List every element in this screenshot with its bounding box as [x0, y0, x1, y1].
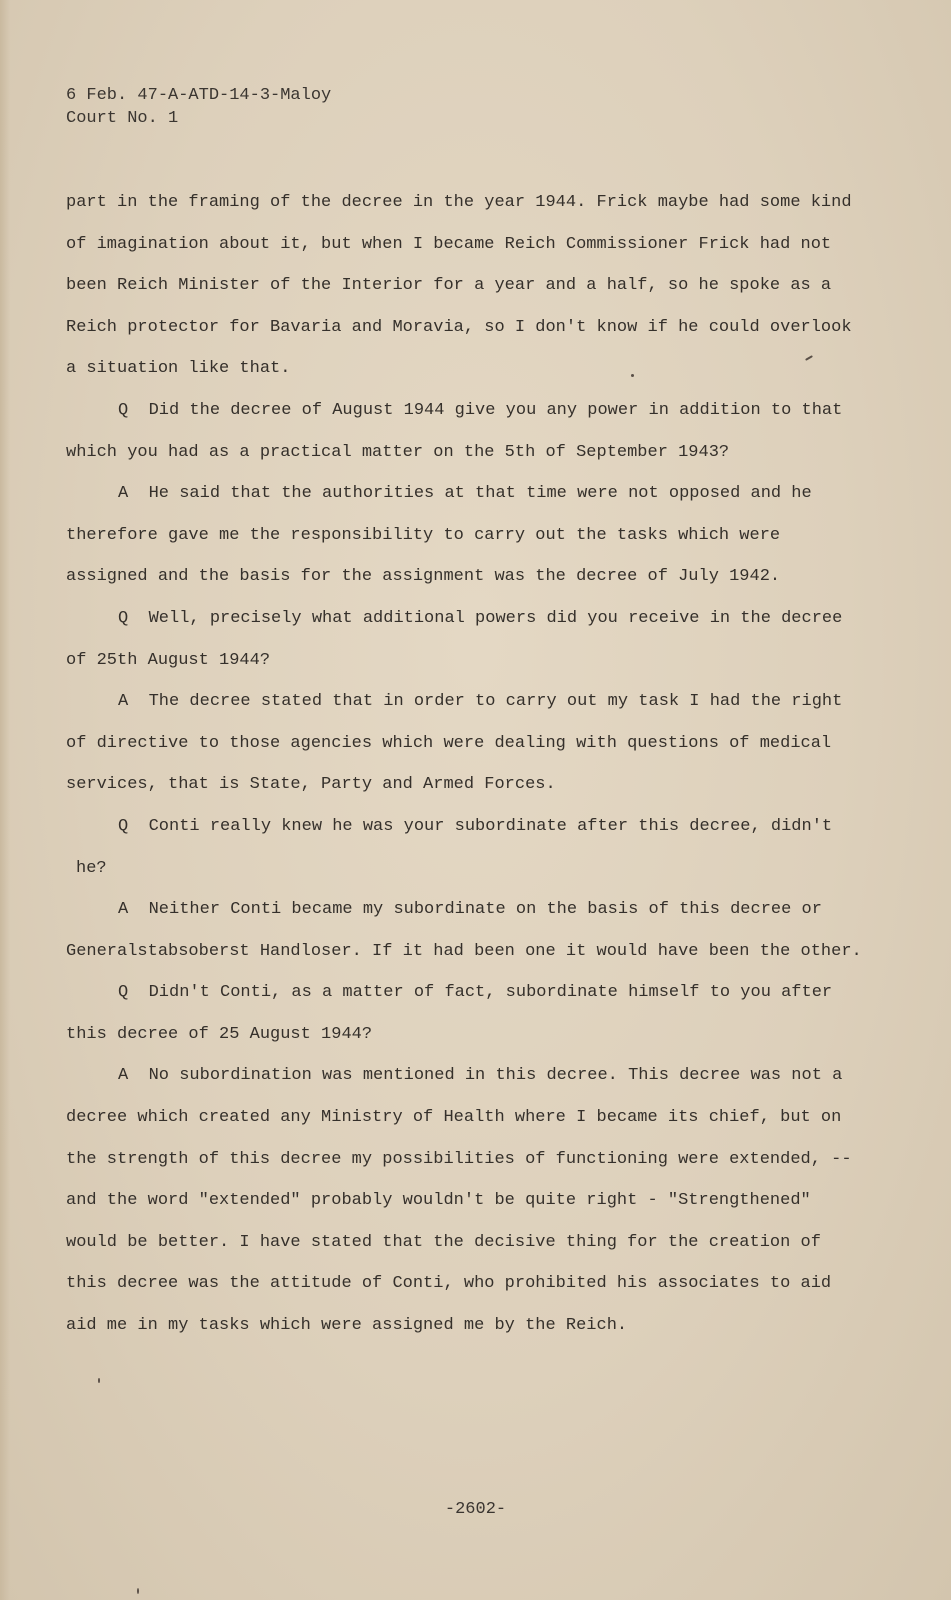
transcript-line: A The decree stated that in order to carry out my task I had the right [118, 692, 843, 712]
transcript-line: decree which created any Ministry of Health where I became its chief, but on [66, 1108, 842, 1128]
transcript-line: A Neither Conti became my subordinate on the basis of this decree or [118, 900, 822, 920]
transcript-line: the strength of this decree my possibilities of functioning were extended, -- [66, 1149, 852, 1169]
transcript-line: therefore gave me the responsibility to carry out the tasks which were [66, 525, 781, 545]
reference-line: 6 Feb. 47-A-ATD-14-3-Maloy [66, 86, 332, 105]
transcript-line: been Reich Minister of the Interior for a year and a half, so he spoke as a [66, 276, 832, 296]
transcript-line: Q Did the decree of August 1944 give you any power in addition to that [118, 400, 843, 420]
transcript-line: he? [76, 858, 107, 878]
transcript-line: A No subordination was mentioned in this decree. This decree was not a [118, 1066, 843, 1086]
transcript-line: Q Conti really knew he was your subordinate after this decree, didn't [118, 816, 833, 836]
transcript-line: Q Well, precisely what additional powers did you receive in the decree [118, 608, 843, 628]
transcript-line: services, that is State, Party and Armed Forces. [66, 775, 556, 795]
transcript-body [66, 182, 866, 1347]
document-header [66, 84, 331, 130]
paper-speck [137, 1588, 139, 1594]
transcript-line: Generalstabsoberst Handloser. If it had been one it would have been the other. [66, 941, 862, 961]
court-line: Court No. 1 [66, 109, 179, 128]
page-number: -2602- [444, 1500, 507, 1519]
transcript-line: Q Didn't Conti, as a matter of fact, subordinate himself to you after [118, 983, 833, 1003]
transcript-line: Reich protector for Bavaria and Moravia, so I don't know if he could overlook [66, 317, 852, 337]
transcript-line: of directive to those agencies which were dealing with questions of medical [66, 733, 832, 753]
transcript-line: aid me in my tasks which were assigned me by the Reich. [66, 1316, 628, 1336]
transcript-line: this decree was the attitude of Conti, who prohibited his associates to aid [66, 1274, 832, 1294]
paper-speck [98, 1378, 100, 1383]
transcript-line: part in the framing of the decree in the year 1944. Frick maybe had some kind [66, 193, 852, 212]
transcript-line: this decree of 25 August 1944? [66, 1024, 373, 1044]
transcript-line: of imagination about it, but when I became Reich Commissioner Frick had not [66, 234, 832, 254]
paper-speck [631, 374, 634, 377]
transcript-line: a situation like that. [66, 359, 291, 379]
transcript-line: would be better. I have stated that the decisive thing for the creation of [66, 1232, 821, 1252]
transcript-line: of 25th August 1944? [66, 650, 271, 670]
transcript-line: A He said that the authorities at that time were not opposed and he [118, 484, 812, 504]
transcript-line: assigned and the basis for the assignment was the decree of July 1942. [66, 567, 781, 587]
transcript-line: which you had as a practical matter on the 5th of September 1943? [66, 442, 730, 462]
transcript-line: and the word "extended" probably wouldn't be quite right - "Strengthened" [66, 1191, 811, 1211]
